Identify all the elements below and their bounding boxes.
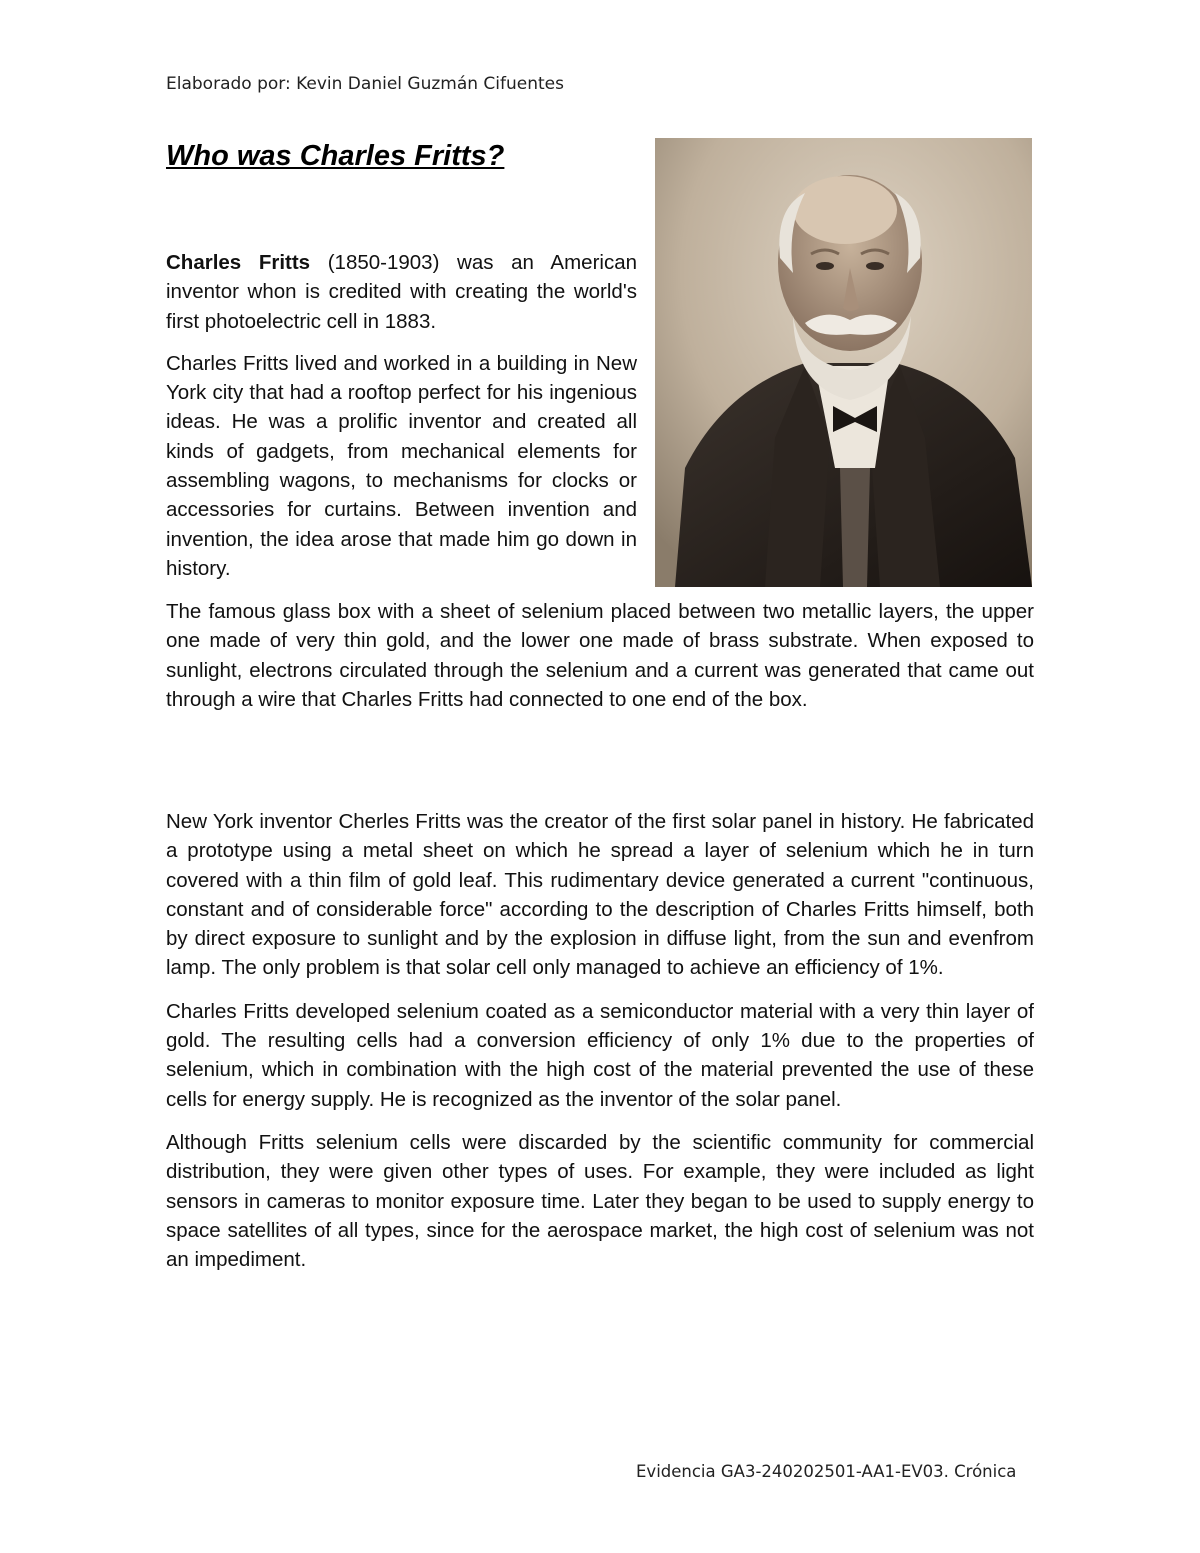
intro-column xyxy=(166,248,637,596)
body-paragraph-2: Charles Fritts developed selenium coated as a semiconductor material with a very thin layer of gold. The resulting cells had a conversion efficiency of only 1% due to the properties of selenium, which in combination with the high cost of the material prevented the use of these cells for energy supply. He is recognized as the inventor of the solar panel. xyxy=(166,999,1034,1111)
body-section xyxy=(166,807,1034,1288)
body-paragraph-3: Although Fritts selenium cells were discarded by the scientific community for commercial distribution, they were given other types of uses. For example, they were included as light sensors in cameras to monitor exposure time. Later they began to be used to supply energy to space satellites of all types, since for the aerospace market, the high cost of selenium was not an impediment. xyxy=(166,1130,1034,1272)
intro-paragraph-2: Charles Fritts lived and worked in a building in New York city that had a rooftop perfect for his ingenious ideas. He was a prolific inventor and created all kinds of gadgets, from mechanical elements for assembling wagons, to mechanisms for clocks or accessories for curtains. Between invention and invention, the idea arose that made him go down in history. xyxy=(166,351,637,580)
portrait-photo xyxy=(655,138,1032,587)
intro-paragraph-1 xyxy=(166,248,637,336)
glass-box-section xyxy=(166,597,1034,728)
glass-box-paragraph: The famous glass box with a sheet of selenium placed between two metallic layers, the upper one made of very thin gold, and the lower one made of brass substrate. When exposed to sunlight, electrons circulated through the selenium and a current was generated that came out through a wire that Charles Fritts had connected to one end of the box. xyxy=(166,600,1034,711)
page-title: Who was Charles Fritts? xyxy=(166,140,505,172)
portrait-photo-icon xyxy=(655,138,1032,587)
author-header: Elaborado por: Kevin Daniel Guzmán Cifuentes xyxy=(166,74,564,94)
intro-paragraph-1-text: (1850-1903) was an American inventor whon is credited with creating the world's first photoelectric cell in 1883. xyxy=(166,251,638,333)
body-paragraph-1: New York inventor Cherles Fritts was the creator of the first solar panel in history. He fabricated a prototype using a metal sheet on which he spread a layer of selenium which he in turn covered with a thin film of gold leaf. This rudimentary device generated a current "continuous, constant and of considerable force" according to the description of Charles Fritts himself, both by direct exposure to sunlight and by the explosion in diffuse light, from the sun and evenfrom lamp. The only problem is that solar cell only managed to achieve an efficiency of 1%. xyxy=(166,810,1034,980)
name-bold: Charles Fritts xyxy=(166,251,311,274)
evidence-footer: Evidencia GA3-240202501-AA1-EV03. Crónica xyxy=(636,1462,1017,1481)
